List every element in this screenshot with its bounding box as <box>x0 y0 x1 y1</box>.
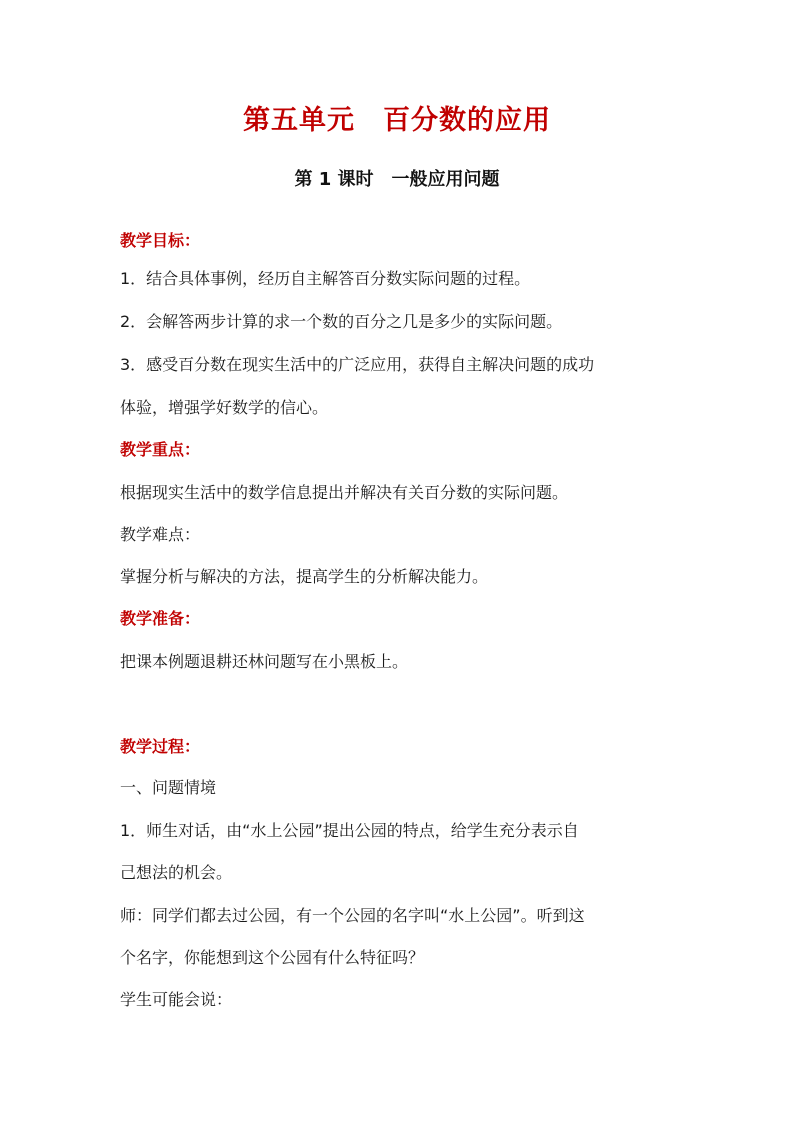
goal-1: 1．结合具体事例，经历自主解答百分数实际问题的过程。 <box>120 269 531 288</box>
teacher-line-1: 师：同学们都去过公园，有一个公园的名字叫“水上公园”。听到这 <box>120 906 585 925</box>
heading-process: 教学过程： <box>120 737 201 756</box>
heading-difficulties: 教学难点： <box>120 525 201 544</box>
key-point-text: 根据现实生活中的数学信息提出并解决有关百分数的实际问题。 <box>120 483 569 502</box>
preparation-text: 把课本例题退耕还林问题写在小黑板上。 <box>120 652 409 671</box>
process-step-1-line-1: 1．师生对话，由“水上公园”提出公园的特点，给学生充分表示自 <box>120 821 579 840</box>
section-problem-context: 一、问题情境 <box>120 778 217 797</box>
teacher-line-2: 个名字，你能想到这个公园有什么特征吗？ <box>120 948 425 967</box>
goal-3-line-1: 3．感受百分数在现实生活中的广泛应用，获得自主解决问题的成功 <box>120 355 595 374</box>
heading-key-points: 教学重点： <box>120 440 201 459</box>
goal-3-line-2: 体验，增强学好数学的信心。 <box>120 398 329 417</box>
lesson-subtitle: 第 1 课时 一般应用问题 <box>294 169 500 190</box>
heading-teaching-goals: 教学目标： <box>120 231 201 250</box>
students-may-say: 学生可能会说： <box>120 990 233 1009</box>
difficulty-text: 掌握分析与解决的方法，提高学生的分析解决能力。 <box>120 567 489 586</box>
unit-title: 第五单元 百分数的应用 <box>243 105 551 136</box>
process-step-1-line-2: 己想法的机会。 <box>120 863 233 882</box>
heading-preparation: 教学准备： <box>120 609 201 628</box>
goal-2: 2．会解答两步计算的求一个数的百分之几是多少的实际问题。 <box>120 312 563 331</box>
